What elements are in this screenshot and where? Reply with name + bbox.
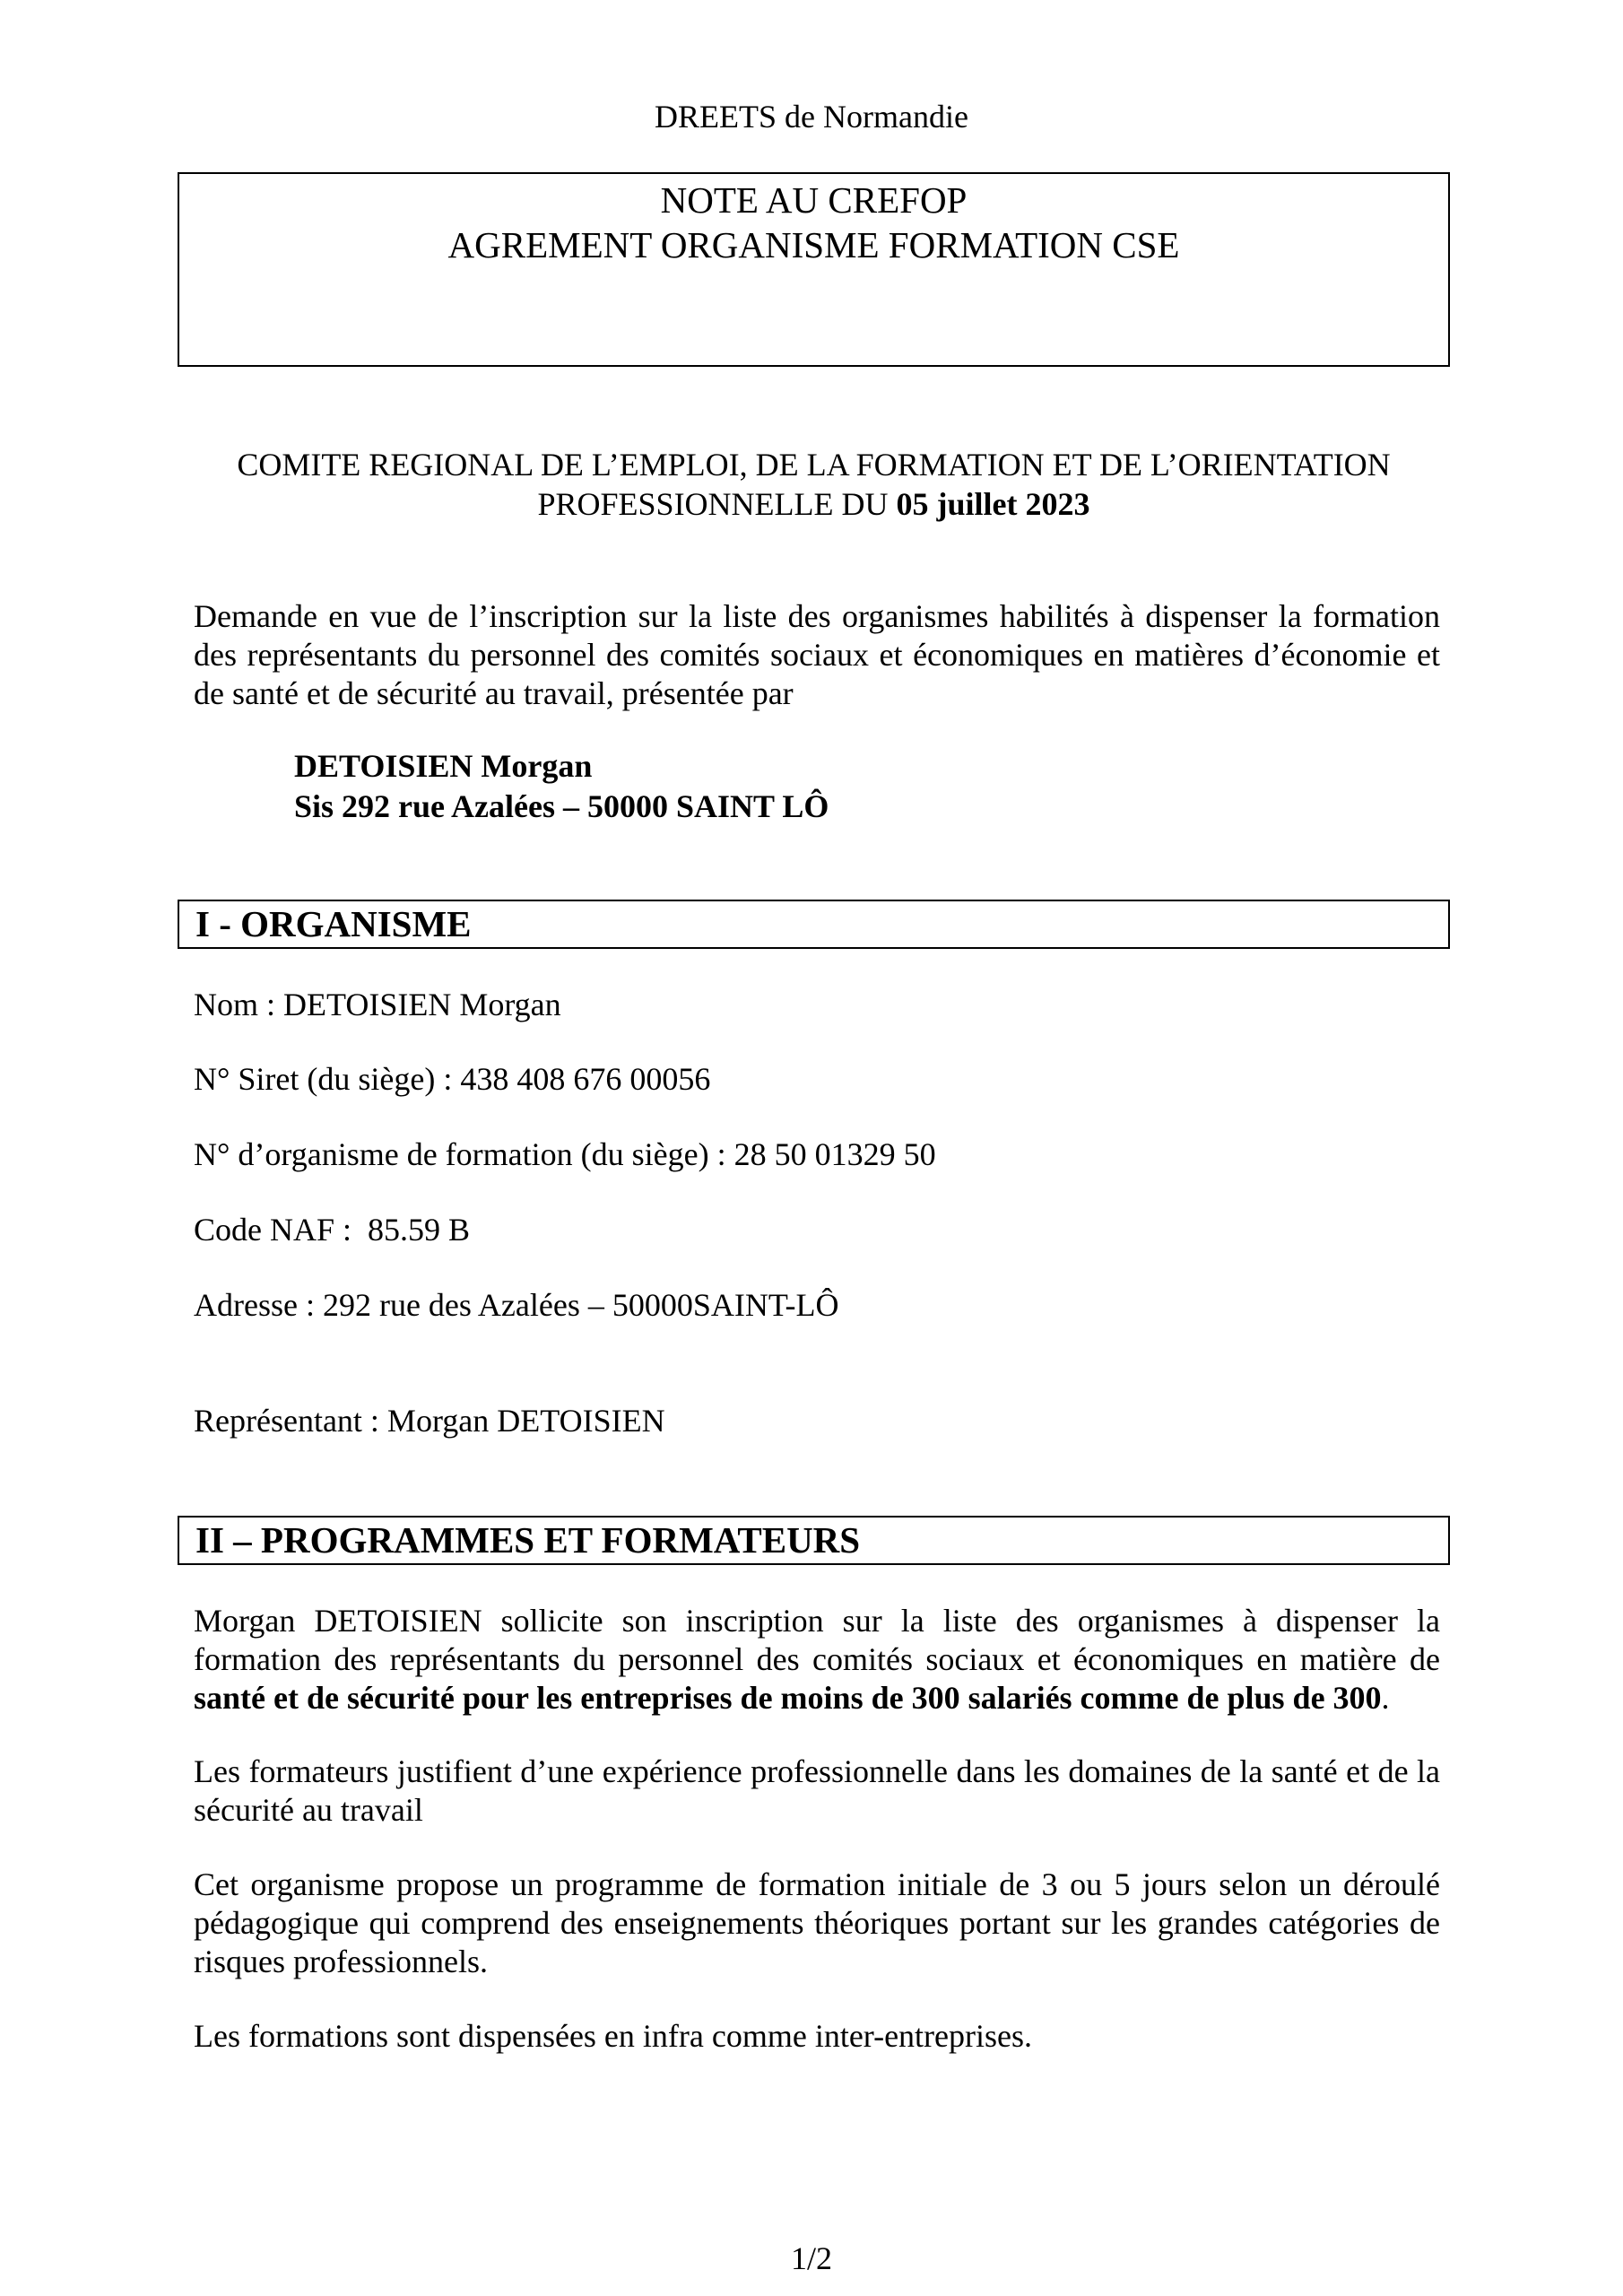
field-org-formation: N° d’organisme de formation (du siège) : 28 50 01329 50 (194, 1136, 936, 1172)
field-nom: Nom : DETOISIEN Morgan (194, 987, 561, 1022)
section-2-paragraph-4: Les formations sont dispensées en infra comme inter-entreprises. (194, 2018, 1032, 2054)
page-number: 1/2 (790, 2240, 832, 2276)
committee-date: 05 juillet 2023 (896, 486, 1090, 522)
committee-line-2-prefix: PROFESSIONNELLE DU (537, 486, 897, 522)
para1-normal: Morgan DETOISIEN sollicite son inscription sur la liste des organismes à dispenser la formation des représentants du personnel des comités sociaux et économiques en matière de (194, 1603, 1440, 1677)
field-siret: N° Siret (du siège) : 438 408 676 00056 (194, 1061, 711, 1097)
section-2-paragraph-1 (194, 1602, 1440, 1718)
committee-line-2 (178, 484, 1450, 524)
title-line-1: NOTE AU CREFOP (660, 179, 968, 221)
title-line-2: AGREMENT ORGANISME FORMATION CSE (447, 224, 1180, 265)
section-2-heading: II – PROGRAMMES ET FORMATEURS (178, 1516, 1450, 1565)
para1-bold: santé et de sécurité pour les entreprises de moins de 300 salariés comme de plus de 300 (194, 1680, 1382, 1716)
section-2-paragraph-2: Les formateurs justifient d’une expérience professionnelle dans les domaines de la santé et de la sécurité au travail (194, 1753, 1440, 1828)
section-2-paragraph-3: Cet organisme propose un programme de formation initiale de 3 ou 5 jours selon un déroulé pédagogique qui comprend des enseignements théoriques portant sur les grandes catégories de risques professionnels. (194, 1866, 1440, 1979)
committee-heading (178, 445, 1450, 524)
intro-paragraph: Demande en vue de l’inscription sur la liste des organismes habilités à dispenser la formation des représentants du personnel des comités sociaux et économiques en matières d’économie et de santé et de sécurité au travail, présentée par (194, 598, 1440, 711)
field-adresse: Adresse : 292 rue des Azalées – 50000SAINT-LÔ (194, 1287, 839, 1323)
para1-end: . (1381, 1680, 1390, 1716)
field-representant: Représentant : Morgan DETOISIEN (194, 1403, 665, 1439)
committee-line-1: COMITE REGIONAL DE L’EMPLOI, DE LA FORMATION ET DE L’ORIENTATION (237, 447, 1391, 483)
title-box (178, 172, 1450, 367)
header-organization: DREETS de Normandie (655, 99, 968, 135)
applicant-block (294, 746, 829, 827)
field-code-naf: Code NAF : 85.59 B (194, 1212, 471, 1248)
applicant-address: Sis 292 rue Azalées – 50000 SAINT LÔ (294, 788, 829, 824)
section-1-heading: I - ORGANISME (178, 900, 1450, 949)
applicant-name: DETOISIEN Morgan (294, 748, 593, 784)
